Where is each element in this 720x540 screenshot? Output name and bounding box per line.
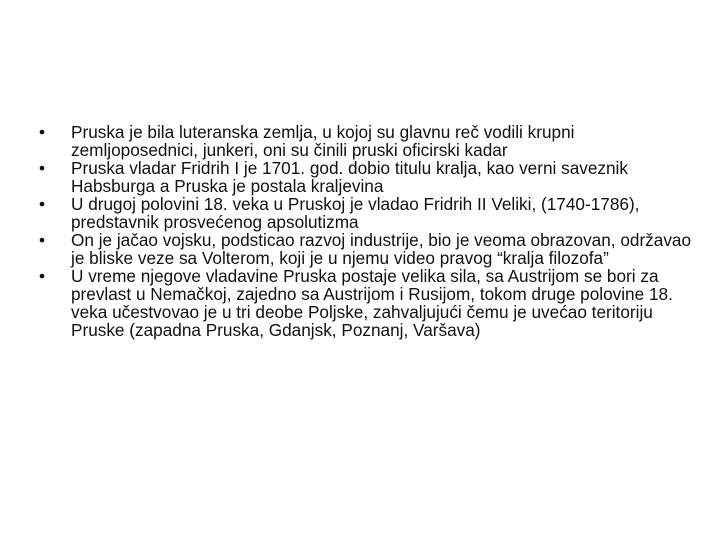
bullet-list <box>36 123 696 339</box>
bullet-text: Pruska vladar Fridrih I je 1701. god. dobio titulu kralja, kao verni saveznik Habsburga a Pruska je postala kraljevina <box>71 158 628 196</box>
bullet-text: U vreme njegove vladavine Pruska postaje velika sila, sa Austrijom se bori za prevlast u Nemačkoj, zajedno sa Austrijom i Rusijom, tokom druge polovine 18. veka učestvovao je u tri deobe Poljske, zahvaljujući čemu je uvećao teritoriju Pruske (zapadna Pruska, Gdanjsk, Poznanj, Varšava) <box>71 266 673 340</box>
bullet-icon: • <box>38 194 46 214</box>
list-item <box>36 123 696 159</box>
list-item <box>36 159 696 195</box>
bullet-icon: • <box>38 230 46 250</box>
bullet-text: Pruska je bila luteranska zemlja, u kojoj su glavnu reč vodili krupni zemljoposednici, junkeri, oni su činili pruski oficirski kadar <box>71 122 575 160</box>
bullet-text: On je jačao vojsku, podsticao razvoj industrije, bio je veoma obrazovan, održavao je bliske veze sa Volterom, koji je u njemu video pravog “kralja filozofa” <box>71 230 692 268</box>
bullet-icon: • <box>38 122 46 142</box>
bullet-text: U drugoj polovini 18. veka u Pruskoj je vladao Fridrih II Veliki, (1740-1786), predstavnik prosvećenog apsolutizma <box>71 194 640 232</box>
bullet-icon: • <box>38 266 46 286</box>
list-item <box>36 231 696 267</box>
list-item <box>36 267 696 339</box>
bullet-icon: • <box>38 158 46 178</box>
list-item <box>36 195 696 231</box>
